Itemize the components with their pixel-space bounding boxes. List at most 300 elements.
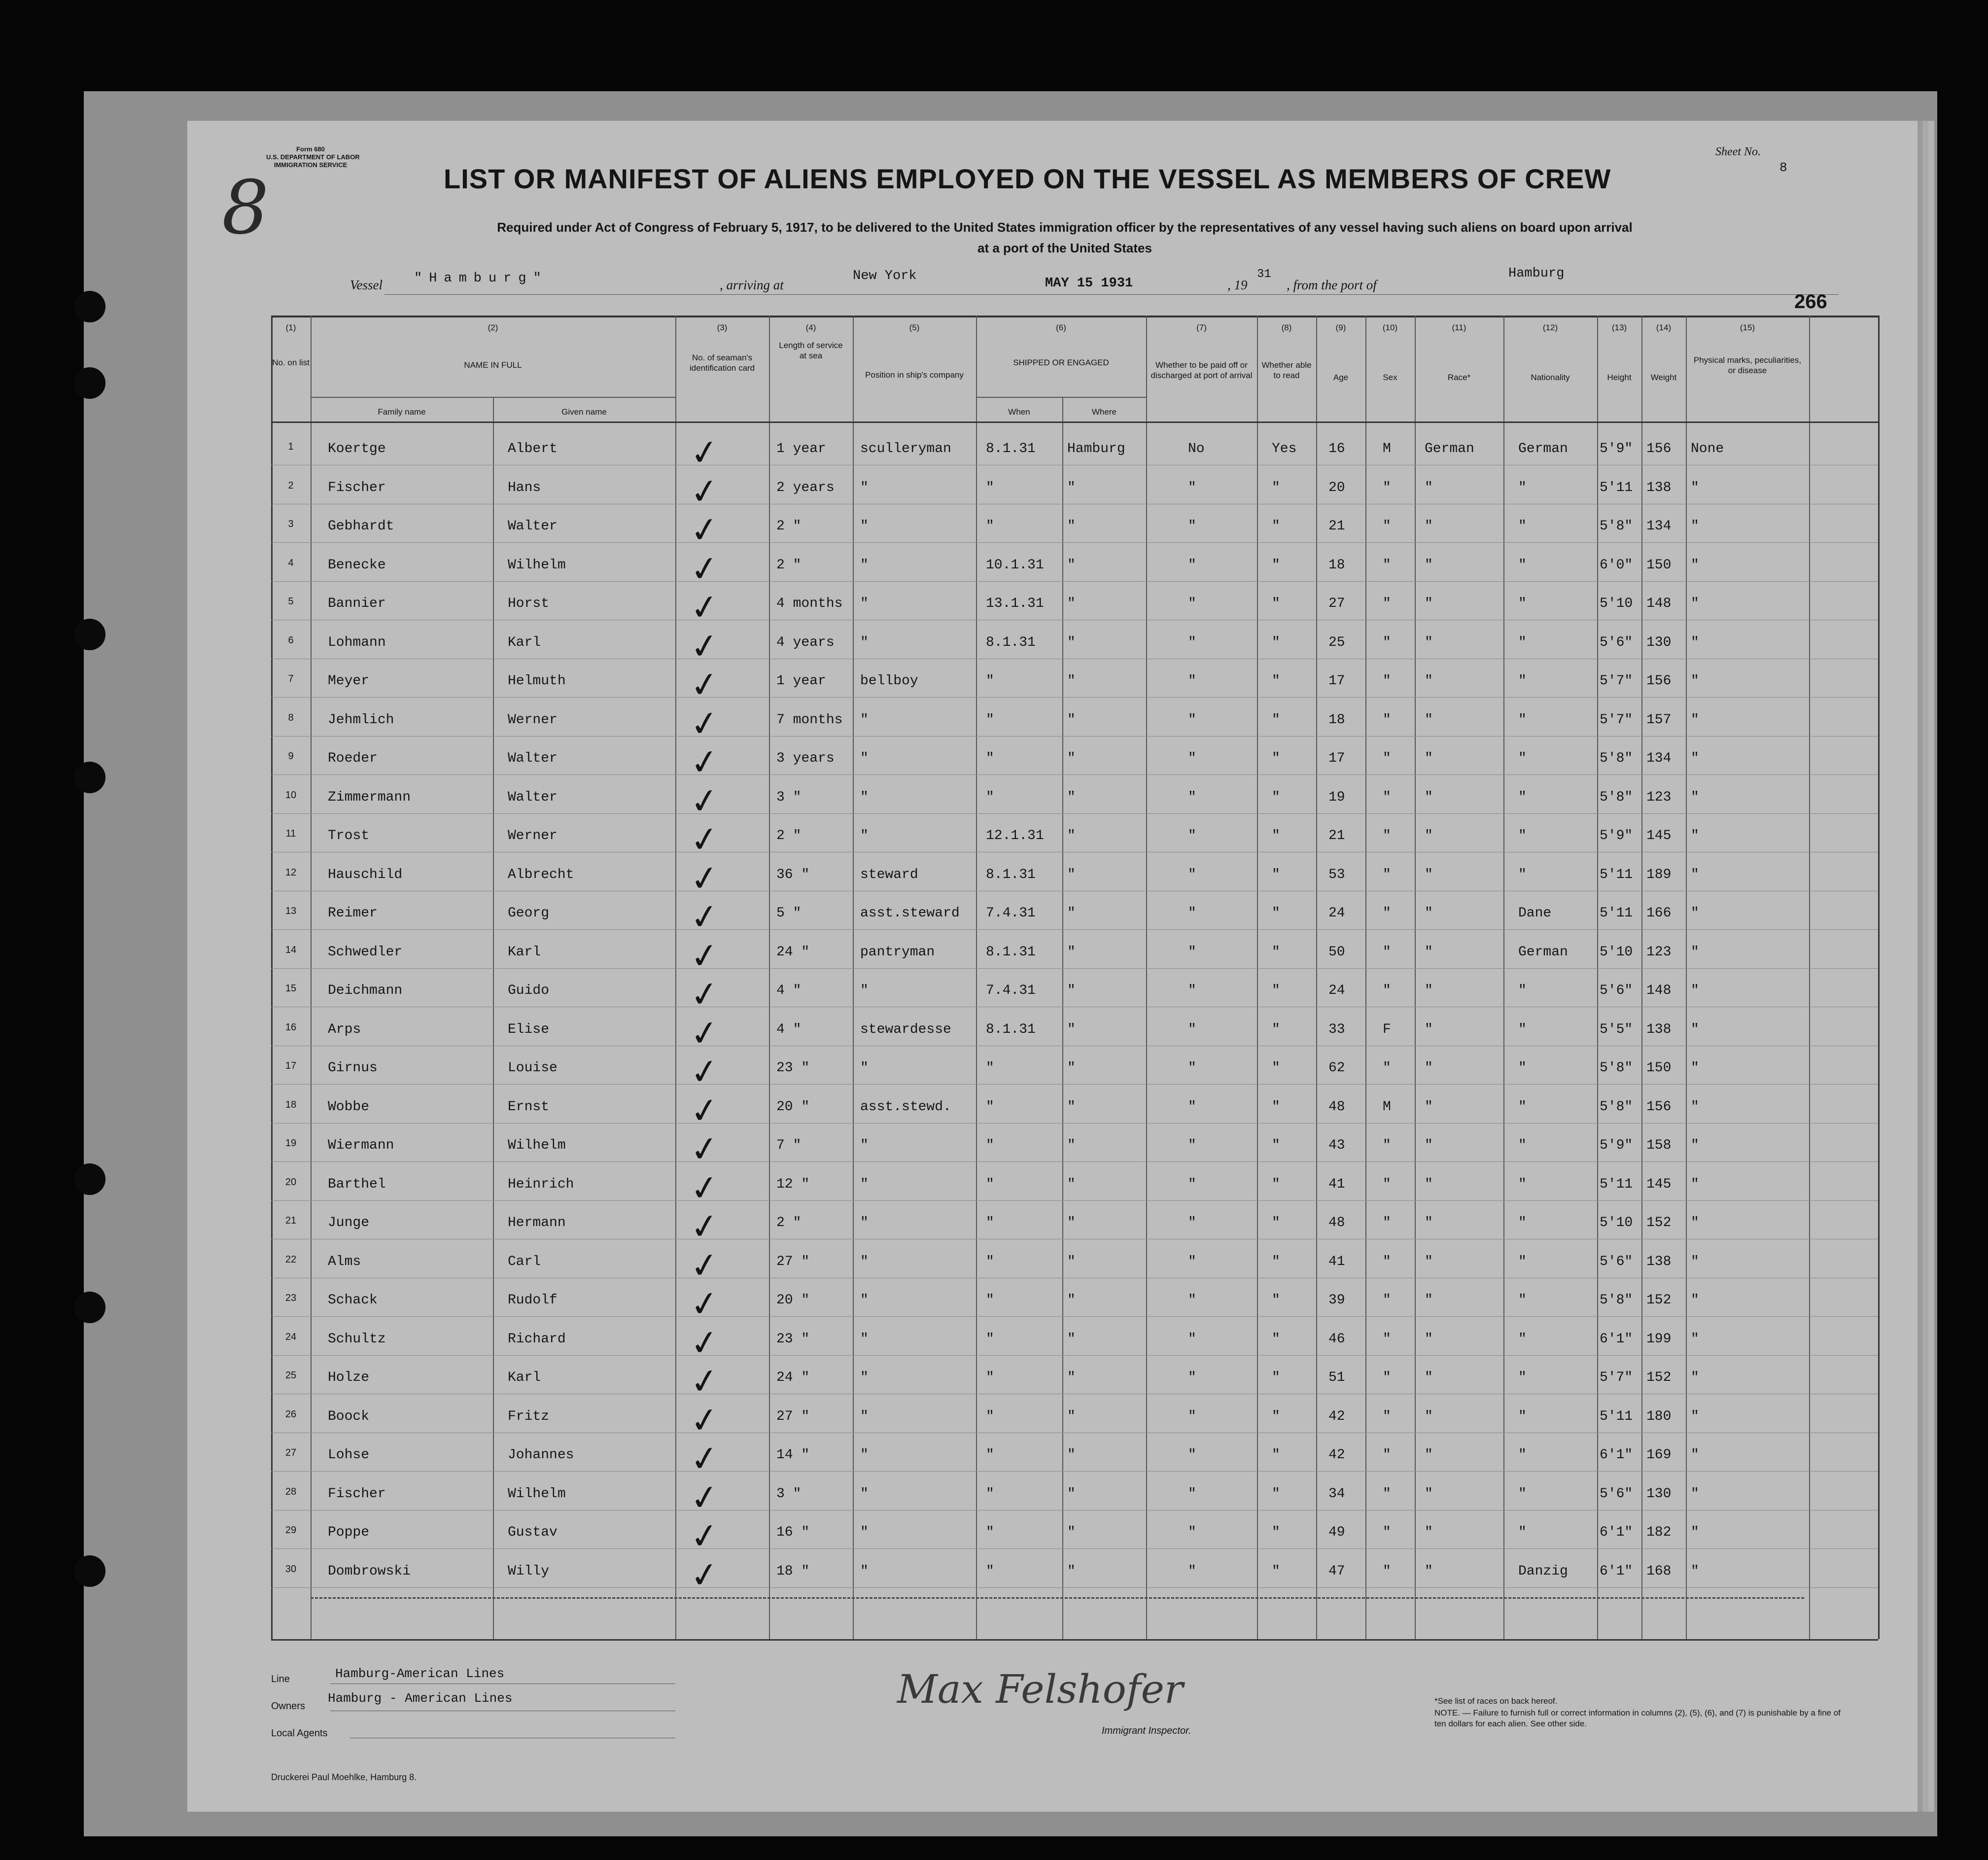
service-length: 4 " [776, 983, 802, 998]
race: " [1425, 557, 1433, 573]
page-title: LIST OR MANIFEST OF ALIENS EMPLOYED ON THE VESSEL AS MEMBERS OF CREW [444, 163, 1611, 194]
age: 34 [1328, 1486, 1345, 1502]
id-card-check: ✓ [687, 933, 722, 978]
family-name: Deichmann [328, 983, 403, 998]
physical-marks: " [1691, 712, 1699, 728]
age: 21 [1328, 519, 1345, 534]
col14-number: (14) [1656, 323, 1672, 332]
col7-header: Whether to be paid off or discharged at port of arrival [1151, 360, 1253, 380]
paid-off: " [1188, 789, 1196, 805]
age: 43 [1328, 1138, 1345, 1153]
row-number: 4 [288, 557, 294, 568]
ship-position: " [860, 557, 869, 573]
weight: 145 [1646, 828, 1672, 843]
engaged-when: " [986, 1408, 994, 1424]
race: " [1425, 1525, 1433, 1540]
weight: 123 [1646, 789, 1672, 805]
race: " [1425, 1138, 1433, 1153]
nationality: " [1518, 634, 1527, 650]
race: " [1425, 1176, 1433, 1192]
year-value: 31 [1257, 268, 1271, 281]
engaged-where: " [1067, 673, 1076, 689]
weight: 156 [1646, 673, 1672, 689]
family-name: Roeder [328, 751, 378, 766]
ship-position: " [860, 1215, 869, 1230]
engaged-where: " [1067, 1021, 1076, 1037]
age: 18 [1328, 712, 1345, 728]
column-rule [1878, 316, 1880, 1639]
race: " [1425, 1486, 1433, 1502]
age: 48 [1328, 1215, 1345, 1230]
family-name: Schultz [328, 1331, 386, 1347]
sex: " [1383, 1408, 1391, 1424]
nationality: " [1518, 1138, 1527, 1153]
inspector-signature: Max Felshofer [897, 1666, 1184, 1712]
given-name: Wilhelm [508, 1138, 566, 1153]
sex: " [1383, 1331, 1391, 1347]
id-card-check: ✓ [687, 1475, 722, 1520]
engaged-where: " [1067, 789, 1076, 805]
col15-number: (15) [1740, 323, 1755, 332]
engaged-when: " [986, 1293, 994, 1308]
id-card-check: ✓ [687, 895, 722, 939]
given-name: Fritz [508, 1408, 550, 1424]
row-rule [271, 581, 1878, 582]
row-rule [271, 1548, 1878, 1549]
physical-marks: " [1691, 789, 1699, 805]
nationality: " [1518, 712, 1527, 728]
height: 5'11 [1600, 1176, 1633, 1192]
header-bottom-border [271, 421, 1878, 423]
row-number: 1 [288, 441, 294, 452]
weight: 152 [1646, 1370, 1672, 1385]
paid-off: " [1188, 751, 1196, 766]
physical-marks: " [1691, 1176, 1699, 1192]
sex: " [1383, 1370, 1391, 1385]
id-card-check: ✓ [687, 1398, 722, 1442]
engaged-when: " [986, 1215, 994, 1230]
given-name: Guido [508, 983, 550, 998]
height: 5'11 [1600, 906, 1633, 921]
row-number: 12 [285, 867, 297, 878]
engaged-when: " [986, 1176, 994, 1192]
binder-hole [74, 619, 105, 650]
height: 6'0" [1600, 557, 1633, 573]
ship-position: " [860, 1447, 869, 1463]
sex: " [1383, 1138, 1391, 1153]
paid-off: " [1188, 1408, 1196, 1424]
service-length: 36 " [776, 867, 810, 882]
weight: 199 [1646, 1331, 1672, 1347]
weight: 156 [1646, 441, 1672, 456]
id-card-check: ✓ [687, 1011, 722, 1055]
id-card-check: ✓ [687, 469, 722, 514]
ship-position: stewardesse [860, 1021, 951, 1037]
binder-hole [74, 1555, 105, 1587]
height: 5'5" [1600, 1021, 1633, 1037]
given-name-header: Given name [561, 407, 607, 417]
able-to-read: " [1272, 1486, 1280, 1502]
paid-off: " [1188, 1176, 1196, 1192]
height: 5'8" [1600, 789, 1633, 805]
age: 19 [1328, 789, 1345, 805]
engaged-when: " [986, 712, 994, 728]
binder-hole [74, 1292, 105, 1323]
family-name: Dombrowski [328, 1563, 411, 1579]
engaged-where: " [1067, 1331, 1076, 1347]
row-number: 27 [285, 1447, 297, 1458]
sex: " [1383, 867, 1391, 882]
service-length: 20 " [776, 1099, 810, 1115]
service-length: 3 " [776, 1486, 802, 1502]
paid-off: " [1188, 480, 1196, 495]
engaged-when: 8.1.31 [986, 944, 1036, 960]
height: 5'10 [1600, 596, 1633, 611]
sheet-label: Sheet No. [1715, 145, 1761, 158]
column-rule [1503, 316, 1504, 1639]
row-number: 15 [285, 983, 297, 994]
row-number: 16 [285, 1021, 297, 1033]
able-to-read: " [1272, 1254, 1280, 1269]
service-length: 7 " [776, 1138, 802, 1153]
row-number: 29 [285, 1525, 297, 1536]
physical-marks: " [1691, 944, 1699, 960]
service-length: 2 " [776, 519, 802, 534]
physical-marks: " [1691, 634, 1699, 650]
physical-marks: " [1691, 1408, 1699, 1424]
height: 6'1" [1600, 1525, 1633, 1540]
engaged-when: " [986, 1060, 994, 1076]
family-name: Meyer [328, 673, 370, 689]
paid-off: No [1188, 441, 1205, 456]
nationality: " [1518, 789, 1527, 805]
family-name: Barthel [328, 1176, 386, 1192]
paid-off: " [1188, 1447, 1196, 1463]
age: 24 [1328, 906, 1345, 921]
weight: 148 [1646, 983, 1672, 998]
given-name: Hans [508, 480, 541, 495]
column-rule [1257, 316, 1258, 1639]
physical-marks: " [1691, 673, 1699, 689]
service-length: 4 " [776, 1021, 802, 1037]
sex: " [1383, 596, 1391, 611]
height: 6'1" [1600, 1331, 1633, 1347]
race: " [1425, 480, 1433, 495]
binder-hole [74, 1163, 105, 1195]
row-rule [271, 813, 1878, 814]
family-name: Wobbe [328, 1099, 370, 1115]
margin-handwritten-mark: 8 [222, 165, 269, 251]
given-name: Carl [508, 1254, 541, 1269]
paid-off: " [1188, 1331, 1196, 1347]
race: " [1425, 1293, 1433, 1308]
service-length: 2 " [776, 828, 802, 843]
weight: 130 [1646, 634, 1672, 650]
family-name: Poppe [328, 1525, 370, 1540]
arrival-date-stamp: MAY 15 1931 [1045, 276, 1133, 291]
subtitle-line-1: Required under Act of Congress of February 5, 1917, to be delivered to the United States immigration officer by the representatives of any vessel having such aliens on board upon arrival [497, 220, 1633, 235]
form-header [266, 145, 360, 169]
ship-position: bellboy [860, 673, 918, 689]
age: 18 [1328, 557, 1345, 573]
nationality: " [1518, 1060, 1527, 1076]
service-length: 16 " [776, 1525, 810, 1540]
column-rule [311, 316, 312, 1639]
engaged-when: " [986, 1099, 994, 1115]
able-to-read: " [1272, 596, 1280, 611]
physical-marks: " [1691, 1525, 1699, 1540]
physical-marks: " [1691, 1021, 1699, 1037]
nationality: " [1518, 673, 1527, 689]
able-to-read: " [1272, 1293, 1280, 1308]
family-name: Arps [328, 1021, 361, 1037]
physical-marks: " [1691, 1254, 1699, 1269]
subtitle-line-2: at a port of the United States [977, 241, 1152, 255]
given-name: Wilhelm [508, 557, 566, 573]
column-rule [1415, 316, 1416, 1639]
ship-position: steward [860, 867, 918, 882]
id-card-check: ✓ [687, 430, 722, 475]
able-to-read: " [1272, 557, 1280, 573]
family-name: Wiermann [328, 1138, 394, 1153]
service-length: 18 " [776, 1563, 810, 1579]
sex: " [1383, 1176, 1391, 1192]
column-rule [1316, 316, 1317, 1639]
able-to-read: " [1272, 1215, 1280, 1230]
row-number: 20 [285, 1176, 297, 1188]
height: 5'9" [1600, 828, 1633, 843]
column-rule [271, 316, 273, 1639]
where-header: Where [1091, 407, 1117, 417]
engaged-when: " [986, 1486, 994, 1502]
given-name: Gustav [508, 1525, 558, 1540]
given-name: Helmuth [508, 673, 566, 689]
engaged-when: 7.4.31 [986, 906, 1036, 921]
nationality: " [1518, 1447, 1527, 1463]
family-name: Boock [328, 1408, 370, 1424]
ship-position: " [860, 1138, 869, 1153]
row-number: 13 [285, 906, 297, 916]
paid-off: " [1188, 944, 1196, 960]
col3-header: No. of seaman's identification card [689, 353, 755, 373]
col14-header: Weight [1650, 373, 1677, 382]
when-header: When [1008, 407, 1030, 417]
race: " [1425, 1408, 1433, 1424]
col9-number: (9) [1335, 323, 1346, 332]
col2-number: (2) [488, 323, 498, 332]
id-card-check: ✓ [687, 972, 722, 1017]
paid-off: " [1188, 867, 1196, 882]
ship-position: " [860, 789, 869, 805]
weight: 152 [1646, 1215, 1672, 1230]
able-to-read: " [1272, 751, 1280, 766]
nationality: German [1518, 944, 1568, 960]
col10-number: (10) [1382, 323, 1398, 332]
col15-header: Physical marks, peculiarities, or disease [1693, 355, 1802, 375]
paid-off: " [1188, 557, 1196, 573]
engaged-where: " [1067, 1486, 1076, 1502]
engaged-where: " [1067, 1525, 1076, 1540]
age: 42 [1328, 1408, 1345, 1424]
weight: 134 [1646, 751, 1672, 766]
age: 17 [1328, 751, 1345, 766]
paid-off: " [1188, 1215, 1196, 1230]
row-number: 17 [285, 1060, 297, 1071]
engaged-where: " [1067, 906, 1076, 921]
able-to-read: " [1272, 519, 1280, 534]
ship-position: " [860, 480, 869, 495]
able-to-read: " [1272, 906, 1280, 921]
engaged-where: " [1067, 1176, 1076, 1192]
row-number: 28 [285, 1486, 297, 1497]
family-name: Reimer [328, 906, 378, 921]
paid-off: " [1188, 519, 1196, 534]
race: " [1425, 751, 1433, 766]
sex: " [1383, 1486, 1391, 1502]
line-label: Line [271, 1674, 290, 1685]
id-card-check: ✓ [687, 778, 722, 823]
paid-off: " [1188, 1138, 1196, 1153]
nationality: " [1518, 1525, 1527, 1540]
nationality: Danzig [1518, 1563, 1568, 1579]
sex: M [1383, 1099, 1391, 1115]
service-length: 4 years [776, 634, 835, 650]
col6-header: SHIPPED OR ENGAGED [1013, 358, 1109, 367]
paid-off: " [1188, 828, 1196, 843]
nationality: " [1518, 1293, 1527, 1308]
ship-position: " [860, 596, 869, 611]
id-card-check: ✓ [687, 1127, 722, 1171]
race: " [1425, 983, 1433, 998]
family-name: Junge [328, 1215, 370, 1230]
service-line: IMMIGRATION SERVICE [274, 161, 348, 169]
physical-marks: None [1691, 441, 1724, 456]
weight: 150 [1646, 557, 1672, 573]
weight: 169 [1646, 1447, 1672, 1463]
sex: " [1383, 673, 1391, 689]
paid-off: " [1188, 1254, 1196, 1269]
race: " [1425, 1215, 1433, 1230]
engaged-where: " [1067, 1447, 1076, 1463]
family-name: Jehmlich [328, 712, 394, 728]
given-name: Horst [508, 596, 550, 611]
family-name: Holze [328, 1370, 370, 1385]
from-port-label: , from the port of [1287, 278, 1377, 292]
race: " [1425, 1060, 1433, 1076]
nationality: " [1518, 751, 1527, 766]
able-to-read: " [1272, 1176, 1280, 1192]
age: 25 [1328, 634, 1345, 650]
race: " [1425, 1447, 1433, 1463]
id-card-check: ✓ [687, 1243, 722, 1288]
engaged-where: " [1067, 1370, 1076, 1385]
physical-marks: " [1691, 906, 1699, 921]
race: " [1425, 1370, 1433, 1385]
ship-position: " [860, 1176, 869, 1192]
name-subheader-rule [311, 397, 675, 398]
age: 33 [1328, 1021, 1345, 1037]
id-card-check: ✓ [687, 1320, 722, 1365]
col2-header: NAME IN FULL [464, 360, 522, 370]
ship-position: " [860, 712, 869, 728]
family-name: Lohse [328, 1447, 370, 1463]
age: 48 [1328, 1099, 1345, 1115]
family-name: Fischer [328, 480, 386, 495]
able-to-read: " [1272, 712, 1280, 728]
sex: " [1383, 1060, 1391, 1076]
owners-value: Hamburg - American Lines [328, 1691, 513, 1706]
ship-position: asst.steward [860, 906, 960, 921]
sex: " [1383, 1447, 1391, 1463]
row-number: 14 [285, 944, 297, 955]
weight: 158 [1646, 1138, 1672, 1153]
sheet-number: 8 [1779, 160, 1787, 175]
line-value: Hamburg-American Lines [335, 1666, 505, 1681]
height: 5'8" [1600, 1060, 1633, 1076]
family-name: Schack [328, 1293, 378, 1308]
row-number: 10 [285, 789, 297, 801]
service-length: 23 " [776, 1060, 810, 1076]
physical-marks: " [1691, 557, 1699, 573]
column-rule [976, 316, 977, 1639]
service-length: 27 " [776, 1408, 810, 1424]
engaged-when: " [986, 751, 994, 766]
engaged-where: " [1067, 1254, 1076, 1269]
row-rule [271, 1471, 1878, 1472]
nationality: " [1518, 596, 1527, 611]
weight: 134 [1646, 519, 1672, 534]
form-number: Form 680 [296, 145, 325, 153]
row-number: 22 [285, 1254, 297, 1265]
paid-off: " [1188, 1060, 1196, 1076]
row-number: 6 [288, 634, 294, 646]
sex: M [1383, 441, 1391, 456]
height: 5'6" [1600, 1486, 1633, 1502]
arriving-label: , arriving at [720, 278, 784, 292]
height: 5'8" [1600, 751, 1633, 766]
engaged-when: " [986, 1447, 994, 1463]
col11-header: Race* [1447, 373, 1471, 382]
binder-hole [74, 762, 105, 793]
weight: 138 [1646, 1254, 1672, 1269]
sex: " [1383, 1563, 1391, 1579]
col8-number: (8) [1281, 323, 1292, 332]
service-length: 7 months [776, 712, 843, 728]
sex: " [1383, 1215, 1391, 1230]
col6-number: (6) [1056, 323, 1066, 332]
paid-off: " [1188, 1099, 1196, 1115]
column-rule [1146, 316, 1147, 1639]
races-note: *See list of races on back hereof. [1434, 1696, 1558, 1706]
id-card-check: ✓ [687, 740, 722, 784]
able-to-read: " [1272, 1331, 1280, 1347]
paid-off: " [1188, 673, 1196, 689]
engaged-when: 10.1.31 [986, 557, 1044, 573]
ship-position: " [860, 751, 869, 766]
able-to-read: " [1272, 1563, 1280, 1579]
engaged-when: 8.1.31 [986, 1021, 1036, 1037]
vessel-name: "Hamburg" [414, 271, 548, 286]
ship-position: " [860, 1563, 869, 1579]
paid-off: " [1188, 983, 1196, 998]
ship-position: pantryman [860, 944, 935, 960]
row-rule [271, 1161, 1878, 1162]
row-number: 26 [285, 1408, 297, 1420]
given-name: Albert [508, 441, 558, 456]
row-rule [271, 697, 1878, 698]
engaged-where: " [1067, 867, 1076, 882]
nationality: " [1518, 1176, 1527, 1192]
